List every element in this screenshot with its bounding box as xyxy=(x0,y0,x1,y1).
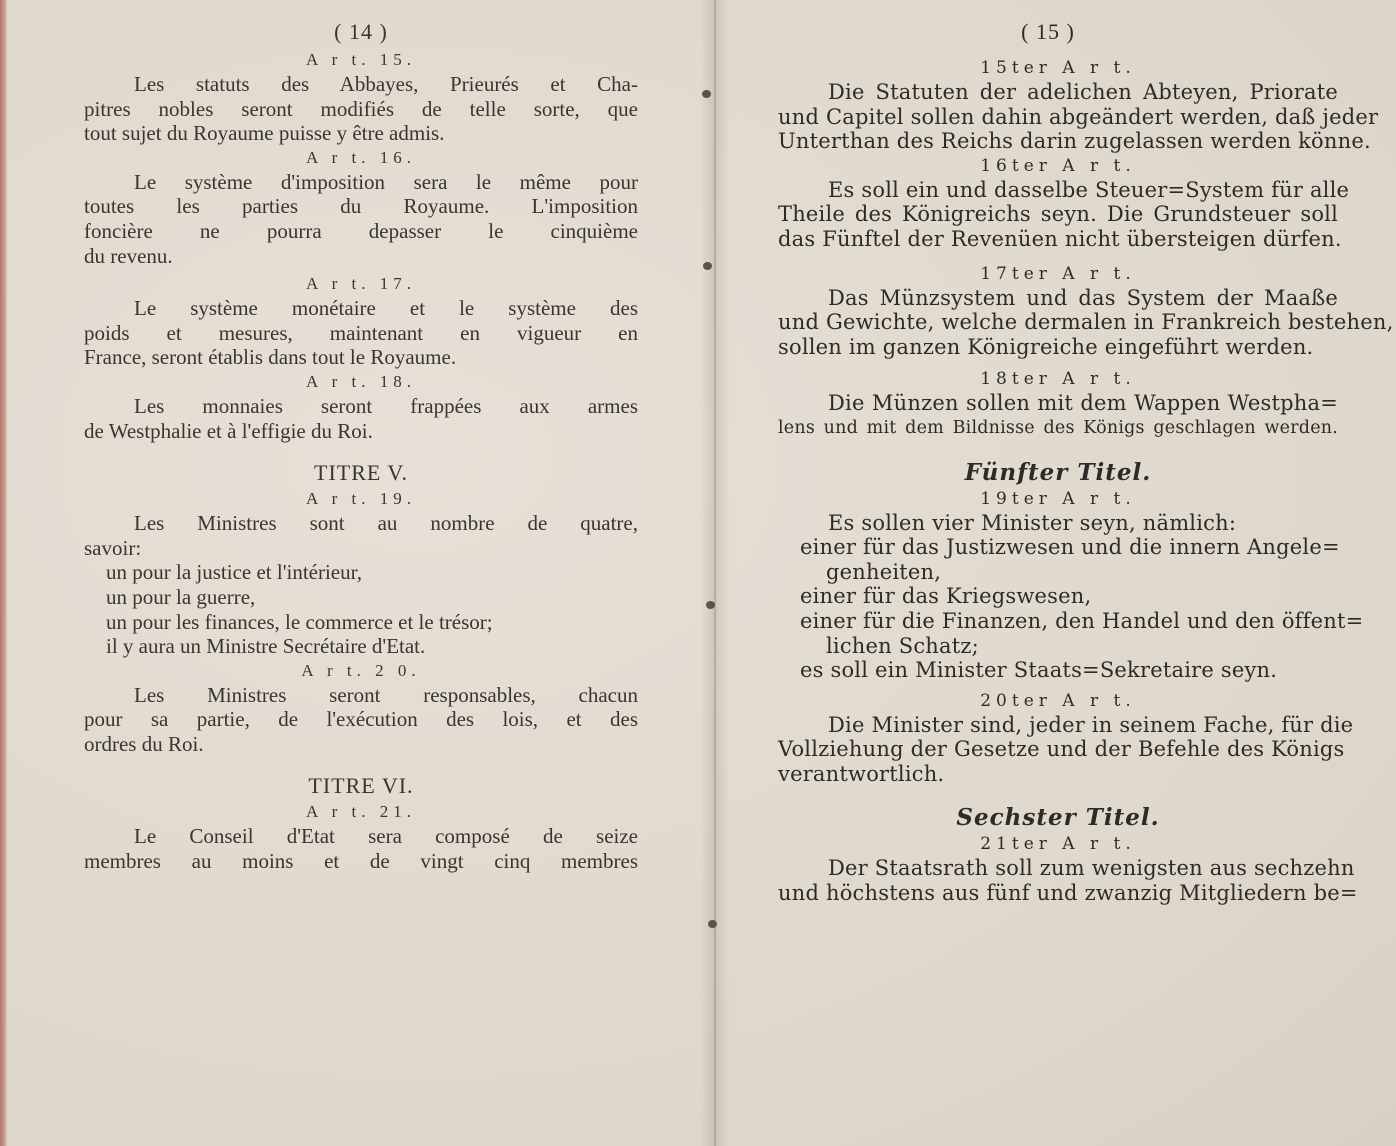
text-line: Der Staatsrath soll zum wenigsten aus sechzehn xyxy=(828,856,1355,881)
text-line: un pour la guerre, xyxy=(106,584,256,609)
article-heading: 17ter A r t. xyxy=(980,263,1136,284)
text-line: tout sujet du Royaume puisse y être admis. xyxy=(84,121,445,146)
article-text xyxy=(84,394,638,443)
text-line: Les Ministres seront responsables, chacun xyxy=(134,682,638,707)
text-line: Les statuts des Abbayes, Prieurés et Cha- xyxy=(134,72,638,96)
left-page xyxy=(84,18,638,874)
article-text xyxy=(778,510,1364,683)
article-text xyxy=(84,170,638,268)
text-line: genheiten, xyxy=(826,559,942,584)
text-line: Le système d'imposition sera le même pour xyxy=(134,169,638,194)
article-text xyxy=(84,511,638,659)
text-line: Das Münzsystem und das System der Maaße xyxy=(828,285,1338,310)
article-text xyxy=(778,80,1379,154)
binding-stitch xyxy=(702,90,711,98)
book-gutter xyxy=(700,0,730,1146)
article-heading: 18ter A r t. xyxy=(980,369,1136,390)
text-line: Vollziehung der Gesetze und der Befehle des Königs xyxy=(778,737,1345,762)
text-line: einer für das Justizwesen und die innern Angele= xyxy=(800,535,1340,560)
article-text xyxy=(778,177,1350,252)
text-line: pitres nobles seront modifiés de telle sorte, que xyxy=(84,96,638,121)
title-heading: Sechster Titel. xyxy=(956,804,1160,832)
title-heading: TITRE V. xyxy=(314,460,408,486)
article-text xyxy=(84,683,638,757)
text-line: lens und mit dem Bildnisse des Königs geschlagen werden. xyxy=(778,417,1338,438)
text-line: und Gewichte, welche dermalen in Frankreich bestehen, xyxy=(778,310,1394,335)
text-line: einer für die Finanzen, den Handel und den öffent= xyxy=(800,608,1364,633)
text-line: Unterthan des Reichs darin zugelassen werden könne. xyxy=(778,129,1371,154)
text-line: un pour la justice et l'intérieur, xyxy=(106,560,363,585)
article-heading: 19ter A r t. xyxy=(980,488,1136,509)
title-heading: TITRE VI. xyxy=(308,773,414,799)
text-line: Theile des Königreichs seyn. Die Grundsteuer soll xyxy=(778,202,1338,227)
article-heading: A r t. 15. xyxy=(306,50,416,69)
text-line: pour sa partie, de l'exécution des lois, et des xyxy=(84,707,638,732)
article-heading: A r t. 2 0. xyxy=(301,660,421,680)
text-line: das Fünftel der Revenüen nicht übersteigen dürfen. xyxy=(778,226,1342,251)
text-line: Les Ministres sont au nombre de quatre, xyxy=(134,511,638,536)
binding-stitch xyxy=(703,262,712,270)
text-line: Le système monétaire et le système des xyxy=(134,296,638,321)
article-text xyxy=(84,824,638,873)
text-line: savoir: xyxy=(84,535,142,560)
text-line: Le Conseil d'Etat sera composé de seize xyxy=(134,824,638,849)
article-heading: 15ter A r t. xyxy=(980,58,1136,78)
text-line: du revenu. xyxy=(84,243,173,268)
text-line: ordres du Roi. xyxy=(84,731,204,756)
text-line: und höchstens aus fünf und zwanzig Mitgliedern be= xyxy=(778,881,1358,906)
text-line: und Capitel sollen dahin abgeändert werden, daß jeder xyxy=(778,104,1379,129)
text-line: verantwortlich. xyxy=(778,761,945,786)
text-line: de Westphalie et à l'effigie du Roi. xyxy=(84,418,373,443)
text-line: Die Statuten der adelichen Abteyen, Priorate xyxy=(828,80,1338,104)
text-line: Es soll ein und dasselbe Steuer=System für alle xyxy=(828,177,1350,202)
article-heading: A r t. 17. xyxy=(306,274,416,294)
text-line: il y aura un Ministre Secrétaire d'Etat. xyxy=(106,634,426,659)
article-text xyxy=(778,285,1394,360)
article-heading: 16ter A r t. xyxy=(980,155,1136,176)
article-heading: A r t. 19. xyxy=(306,489,416,509)
text-line: Es sollen vier Minister seyn, nämlich: xyxy=(828,510,1237,535)
right-page xyxy=(778,18,1394,906)
article-text xyxy=(778,391,1338,440)
article-heading: 20ter A r t. xyxy=(980,690,1136,711)
article-text xyxy=(84,72,638,146)
text-line: Les monnaies seront frappées aux armes xyxy=(134,393,638,418)
text-line: Die Minister sind, jeder in seinem Fache, für die xyxy=(828,712,1354,737)
text-line: Die Münzen sollen mit dem Wappen Westpha= xyxy=(828,391,1338,416)
text-line: toutes les parties du Royaume. L'imposition xyxy=(84,194,638,219)
article-heading: A r t. 21. xyxy=(306,802,416,822)
text-line: einer für das Kriegswesen, xyxy=(800,584,1092,609)
text-line: es soll ein Minister Staats=Sekretaire seyn. xyxy=(800,658,1278,683)
article-text xyxy=(84,296,638,370)
text-line: foncière ne pourra depasser le cinquième xyxy=(84,218,638,243)
binding-stitch xyxy=(706,601,715,609)
article-text xyxy=(778,712,1354,787)
article-heading: A r t. 16. xyxy=(306,147,416,167)
text-line: un pour les finances, le commerce et le trésor; xyxy=(106,609,493,634)
text-line: poids et mesures, maintenant en vigueur en xyxy=(84,320,638,345)
text-line: lichen Schatz; xyxy=(826,633,979,658)
article-text xyxy=(778,856,1358,906)
title-heading: Fünfter Titel. xyxy=(964,458,1152,486)
page-number: ( 14 ) xyxy=(334,19,388,44)
text-line: France, seront établis dans tout le Royaume. xyxy=(84,345,457,370)
text-line: membres au moins et de vingt cinq membres xyxy=(84,849,638,874)
text-line: sollen im ganzen Königreiche eingeführt werden. xyxy=(778,334,1314,359)
page-number: ( 15 ) xyxy=(1021,19,1075,44)
article-heading: 21ter A r t. xyxy=(980,834,1136,855)
article-heading: A r t. 18. xyxy=(306,371,416,391)
page-edge xyxy=(0,0,7,1146)
binding-stitch xyxy=(708,920,717,928)
